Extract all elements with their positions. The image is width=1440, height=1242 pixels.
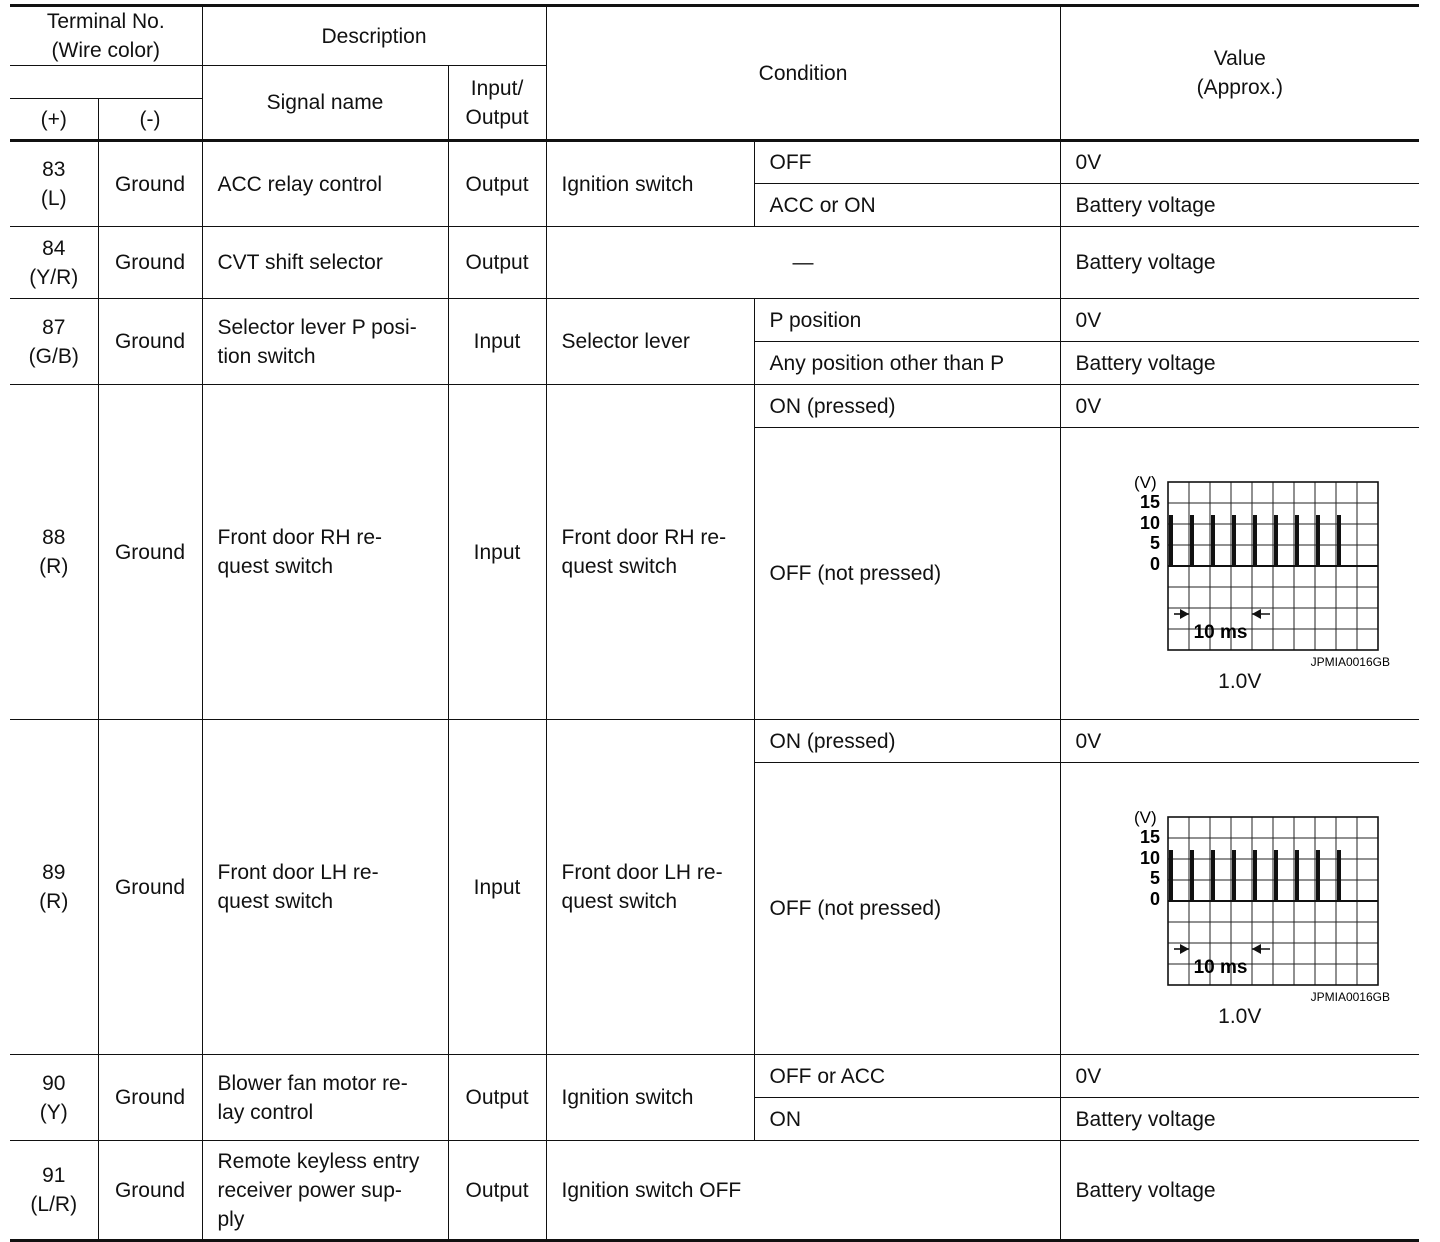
signal-name-line: quest switch: [217, 890, 334, 913]
value: 0V: [1060, 1055, 1419, 1098]
condition-state: OFF (not pressed): [754, 428, 1060, 720]
time-arrow-head: [1180, 609, 1189, 619]
wire-color: (G/B): [28, 344, 79, 368]
minus-terminal: Ground: [98, 720, 202, 1055]
wire-color: (R): [39, 555, 69, 578]
value: 0V: [1060, 141, 1419, 184]
table-row: [10, 1055, 1419, 1098]
terminal-number: 87: [42, 315, 66, 339]
waveform-ytick: 0: [1149, 553, 1160, 574]
minus-terminal: Ground: [98, 299, 202, 385]
header-value: [1060, 6, 1419, 141]
waveform-ytick: 15: [1139, 491, 1160, 512]
terminal-number: 88: [42, 526, 66, 549]
condition-state: ON (pressed): [754, 385, 1060, 428]
header-plus: (+): [10, 99, 98, 141]
signal-name-line: Blower fan motor re-: [217, 1071, 408, 1095]
value: 0V: [1060, 720, 1419, 763]
condition-state: OFF (not pressed): [754, 763, 1060, 1055]
signal-name-line: receiver power sup-: [217, 1178, 402, 1202]
signal-name-line: lay control: [217, 1100, 314, 1124]
io-type: Output: [448, 1141, 546, 1241]
figure-code: JPMIA0016GB: [1310, 989, 1390, 1002]
header-value-label: Value: [1213, 47, 1266, 70]
waveform-graph: [1090, 452, 1390, 667]
signal-name-line: tion switch: [217, 344, 316, 368]
header-input-label: Input/: [470, 76, 524, 100]
waveform: [1090, 452, 1390, 696]
time-arrow-head: [1252, 944, 1261, 954]
io-type: Input: [448, 299, 546, 385]
table-row: [10, 385, 1419, 428]
io-type: Output: [448, 1055, 546, 1141]
terminal-number: 90: [42, 1071, 66, 1095]
header-wire-color: (Wire color): [51, 39, 160, 62]
signal-name-line: quest switch: [217, 555, 334, 578]
wire-color: (Y): [39, 1100, 68, 1124]
table-row: [10, 1141, 1419, 1241]
waveform-ytick: 0: [1149, 888, 1160, 909]
condition: Ignition switch: [546, 141, 754, 227]
waveform-ytick: 5: [1149, 532, 1160, 553]
signal-name: CVT shift selector: [202, 227, 448, 299]
condition-state: Any position other than P: [754, 342, 1060, 385]
signal-name-line: Remote keyless entry: [217, 1149, 420, 1173]
io-type: Input: [448, 720, 546, 1055]
io-type: Input: [448, 385, 546, 720]
signal-name-line: Selector lever P posi-: [217, 315, 417, 339]
signal-name: [202, 720, 448, 1055]
signal-name-line: Front door LH re-: [217, 861, 379, 884]
table-row: [10, 141, 1419, 184]
terminal-cell: [10, 1141, 98, 1241]
terminal-cell: [10, 227, 98, 299]
terminal-cell: [10, 141, 98, 227]
condition-line: quest switch: [561, 555, 678, 578]
header-condition: Condition: [546, 6, 1060, 141]
condition-state: ACC or ON: [754, 184, 1060, 227]
waveform-unit: (V): [1133, 807, 1157, 827]
waveform-cell: [1060, 428, 1419, 720]
condition-line: quest switch: [561, 890, 678, 913]
signal-name: [202, 385, 448, 720]
signal-name: ACC relay control: [202, 141, 448, 227]
value: Battery voltage: [1060, 227, 1419, 299]
condition: [546, 385, 754, 720]
header-terminal: [10, 6, 202, 66]
time-arrow-head: [1252, 609, 1261, 619]
condition-state: OFF or ACC: [754, 1055, 1060, 1098]
terminal-number: 83: [42, 158, 66, 181]
header-terminal-no: Terminal No.: [46, 10, 165, 33]
signal-name: [202, 299, 448, 385]
waveform-ytick: 10: [1139, 512, 1160, 533]
table-row: [10, 299, 1419, 342]
signal-name: [202, 1141, 448, 1241]
io-type: Output: [448, 227, 546, 299]
io-type: Output: [448, 141, 546, 227]
terminal-cell: [10, 385, 98, 720]
waveform-cell: [1060, 763, 1419, 1055]
waveform-unit: (V): [1133, 472, 1157, 492]
value: Battery voltage: [1060, 1141, 1419, 1241]
minus-terminal: Ground: [98, 1055, 202, 1141]
wire-color: (L/R): [30, 1193, 78, 1216]
signal-name-line: Front door RH re-: [217, 526, 383, 549]
table-row: [10, 720, 1419, 763]
minus-terminal: Ground: [98, 1141, 202, 1241]
value: Battery voltage: [1060, 342, 1419, 385]
header-minus: (-): [98, 99, 202, 141]
condition-state: OFF: [754, 141, 1060, 184]
waveform-ytick: 10: [1139, 847, 1160, 868]
waveform-ytick: 15: [1139, 826, 1160, 847]
condition: [546, 720, 754, 1055]
waveform-graph: [1090, 787, 1390, 1002]
value: 0V: [1060, 385, 1419, 428]
header-description: Description: [202, 6, 546, 66]
terminal-number: 84: [42, 236, 66, 260]
minus-terminal: Ground: [98, 385, 202, 720]
header-output-label: Output: [465, 105, 529, 129]
header-input-output: [448, 66, 546, 141]
condition-line: Front door LH re-: [561, 861, 723, 884]
condition: —: [546, 227, 1060, 299]
terminal-number: 91: [42, 1164, 66, 1187]
wire-color: (L): [40, 187, 67, 210]
waveform-value: 1.0V: [1218, 669, 1262, 693]
waveform-time-label: 10 ms: [1193, 956, 1248, 978]
figure-code: JPMIA0016GB: [1310, 654, 1390, 667]
wire-color: (R): [39, 890, 69, 913]
waveform-time-label: 10 ms: [1193, 621, 1248, 643]
waveform-value: 1.0V: [1218, 1004, 1262, 1028]
terminal-cell: [10, 299, 98, 385]
condition-state: ON: [754, 1098, 1060, 1141]
condition: Ignition switch OFF: [546, 1141, 1060, 1241]
signal-name: [202, 1055, 448, 1141]
waveform: [1090, 787, 1390, 1031]
condition-state: P position: [754, 299, 1060, 342]
terminal-spec-table: [10, 4, 1419, 1242]
condition-state: ON (pressed): [754, 720, 1060, 763]
minus-terminal: Ground: [98, 227, 202, 299]
condition: Selector lever: [546, 299, 754, 385]
value: 0V: [1060, 299, 1419, 342]
signal-name-line: ply: [217, 1207, 245, 1231]
value: Battery voltage: [1060, 184, 1419, 227]
wire-color: (Y/R): [29, 265, 79, 289]
condition: Ignition switch: [546, 1055, 754, 1141]
waveform-ytick: 5: [1149, 867, 1160, 888]
terminal-cell: [10, 1055, 98, 1141]
terminal-number: 89: [42, 861, 66, 884]
header-value-approx: (Approx.): [1196, 76, 1283, 99]
minus-terminal: Ground: [98, 141, 202, 227]
value: Battery voltage: [1060, 1098, 1419, 1141]
time-arrow-head: [1180, 944, 1189, 954]
table-row: [10, 227, 1419, 299]
header-terminal-spacer: [10, 66, 202, 99]
condition-line: Front door RH re-: [561, 526, 727, 549]
header-signal-name: Signal name: [202, 66, 448, 141]
terminal-cell: [10, 720, 98, 1055]
